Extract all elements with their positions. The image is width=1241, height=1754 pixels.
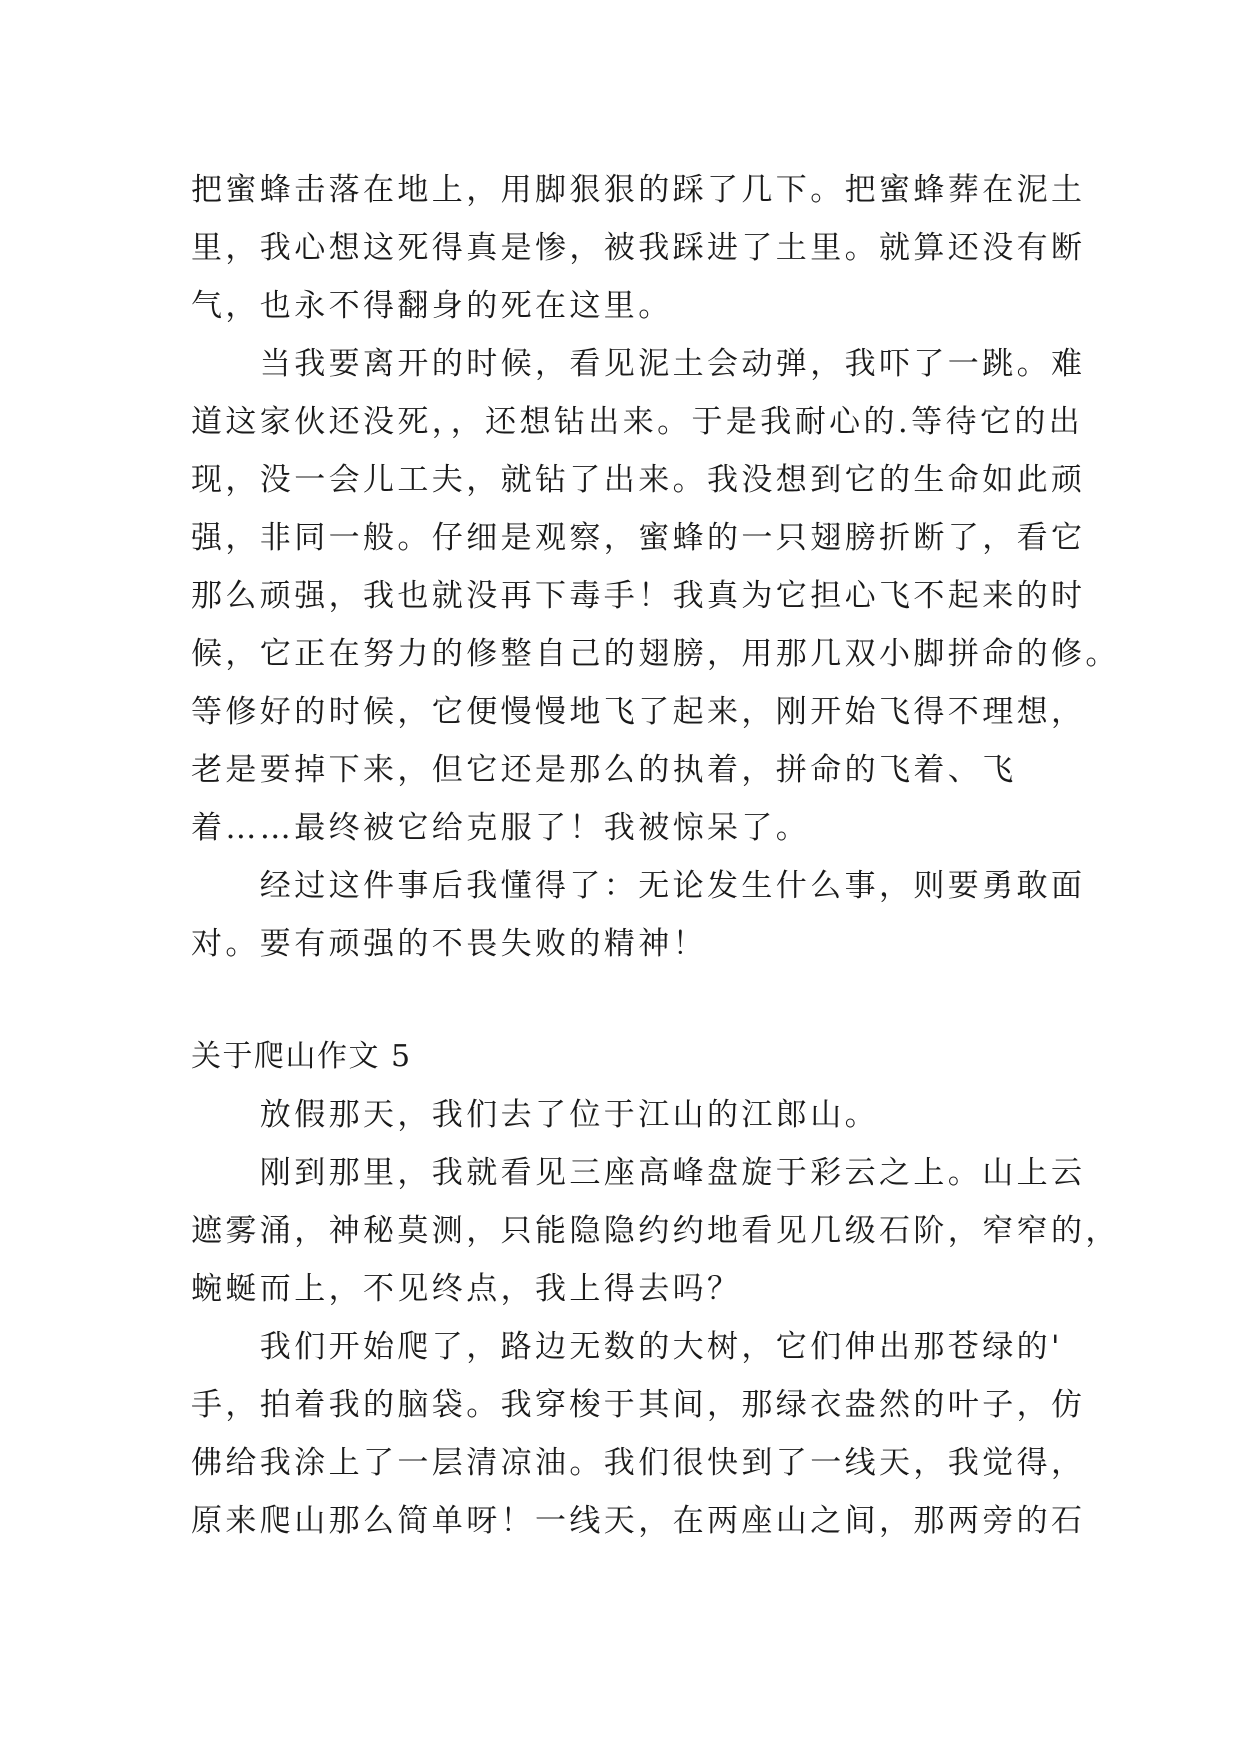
text-line: 手，拍着我的脑袋。我穿梭于其间，那绿衣盎然的叶子，仿 (191, 1387, 1086, 1423)
text-line: 把蜜蜂击落在地上，用脚狠狠的踩了几下。把蜜蜂葬在泥土 (191, 172, 1086, 208)
text-line: 对。要有顽强的不畏失败的精神！ (191, 926, 707, 962)
text-line: 现，没一会儿工夫，就钻了出来。我没想到它的生命如此顽 (191, 462, 1086, 498)
text-line: 里，我心想这死得真是惨，被我踩进了土里。就算还没有断 (191, 230, 1086, 266)
text-line: 候，它正在努力的修整自己的翅膀，用那几双小脚拼命的修。 (191, 636, 1120, 672)
text-line: 等修好的时候，它便慢慢地飞了起来，刚开始飞得不理想， (191, 694, 1086, 730)
text-line: 道这家伙还没死，，还想钻出来。于是我耐心的.等待它的出 (191, 404, 1084, 440)
text-line: 刚到那里，我就看见三座高峰盘旋于彩云之上。山上云 (191, 1155, 1086, 1191)
text-line: 原来爬山那么简单呀！一线天，在两座山之间，那两旁的石 (191, 1503, 1086, 1539)
text-line: 着……最终被它给克服了！我被惊呆了。 (191, 810, 811, 846)
section-heading: 关于爬山作文 5 (191, 1039, 412, 1074)
section-2-body (191, 1086, 1120, 1550)
text-line: 经过这件事后我懂得了：无论发生什么事，则要勇敢面 (191, 868, 1086, 904)
text-line: 老是要掉下来，但它还是那么的执着，拼命的飞着、飞 (191, 752, 1017, 788)
text-line: 气，也永不得翻身的死在这里。 (191, 288, 673, 324)
text-line: 当我要离开的时候，看见泥土会动弹，我吓了一跳。难 (191, 346, 1086, 382)
text-line: 强，非同一般。仔细是观察，蜜蜂的一只翅膀折断了，看它 (191, 520, 1086, 556)
text-line: 佛给我涂上了一层清凉油。我们很快到了一线天，我觉得， (191, 1445, 1086, 1481)
text-line: 那么顽强，我也就没再下毒手！我真为它担心飞不起来的时 (191, 578, 1086, 614)
text-line: 放假那天，我们去了位于江山的江郎山。 (191, 1097, 879, 1133)
text-line: 我们开始爬了，路边无数的大树，它们伸出那苍绿的' (191, 1329, 1063, 1365)
section-1-body (191, 161, 1120, 973)
text-line: 蜿蜒而上，不见终点，我上得去吗？ (191, 1271, 742, 1307)
text-line: 遮雾涌，神秘莫测，只能隐隐约约地看见几级石阶，窄窄的， (191, 1213, 1120, 1249)
